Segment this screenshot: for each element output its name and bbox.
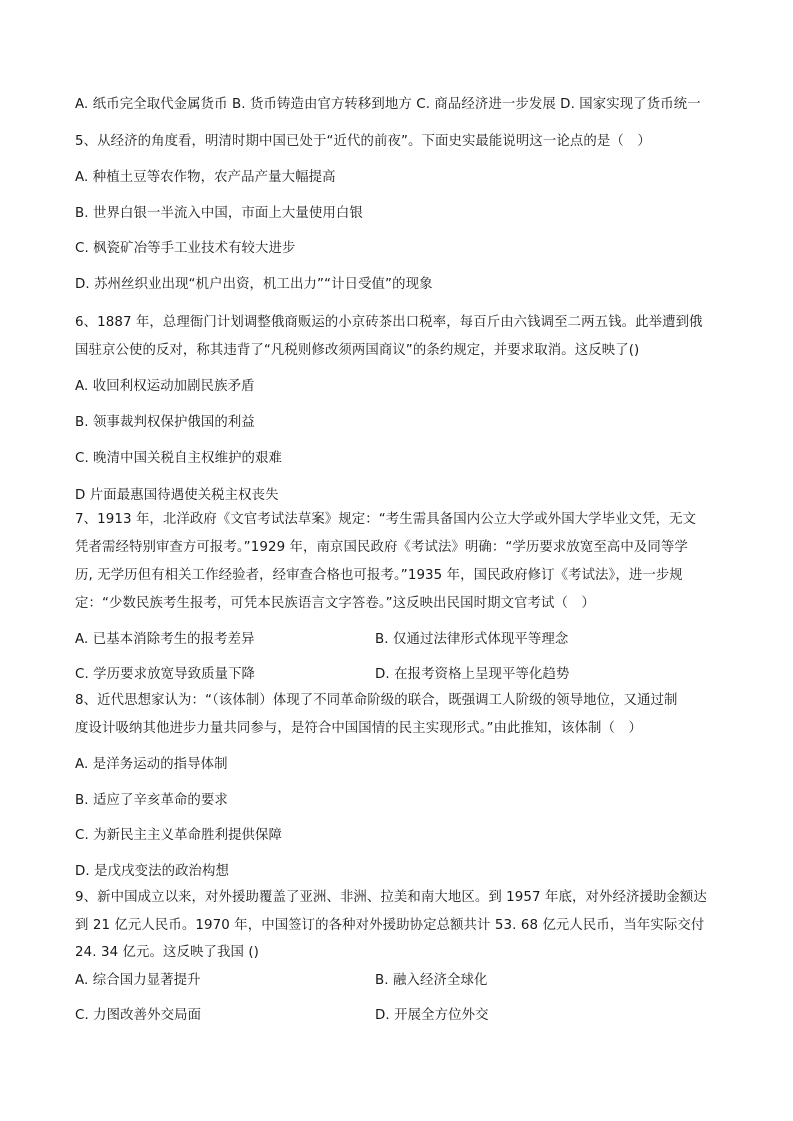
q5-option-b: B. 世界白银一半流入中国，市面上大量使用白银 bbox=[75, 206, 363, 221]
q6-option-a: A. 收回利权运动加剧民族矛盾 bbox=[75, 379, 255, 394]
q7-option-a: A. 已基本消除考生的报考差异 bbox=[75, 632, 255, 647]
q5-option-c: C. 枫瓷矿冶等手工业技术有较大进步 bbox=[75, 241, 296, 256]
q9-option-d: D. 开展全方位外交 bbox=[375, 1008, 489, 1023]
q6-option-b: B. 领事裁判权保护俄国的利益 bbox=[75, 415, 255, 430]
q7-option-d: D. 在报考资格上呈现平等化趋势 bbox=[375, 667, 570, 682]
q9-option-c: C. 力图改善外交局面 bbox=[75, 1008, 202, 1023]
q7-stem-line-3: 历, 无学历但有相关工作经验者，经审查合格也可报考。”1935 年，国民政府修订《考试法》，进一步规 bbox=[75, 568, 683, 583]
q7-stem-line-1: 7、1913 年，北洋政府《文官考试法草案》规定：“考生需具备国内公立大学或外国大学毕业文凭，无文 bbox=[75, 512, 697, 527]
q8-option-b: B. 适应了辛亥革命的要求 bbox=[75, 793, 228, 808]
q5-stem: 5、从经济的角度看，明清时期中国已处于“近代的前夜”。下面史实最能说明这一论点的是（ ） bbox=[75, 134, 651, 149]
q9-option-b: B. 融入经济全球化 bbox=[375, 973, 488, 988]
q6-option-d: D 片面最惠国待遇使关税主权丧失 bbox=[75, 488, 279, 503]
q8-option-c: C. 为新民主主义革命胜利提供保障 bbox=[75, 828, 283, 843]
q7-stem-line-4: 定：“少数民族考生报考，可凭本民族语言文字答卷。”这反映出民国时期文官考试（ ） bbox=[75, 596, 596, 611]
q6-stem-line-1: 6、1887 年，总理衙门计划调整俄商贩运的小京砖茶出口税率，每百斤由六钱调至二两五钱。此举遭到俄 bbox=[75, 315, 703, 330]
q7-stem-line-2: 凭者需经特别审查方可报考。”1929 年，南京国民政府《考试法》明确：“学历要求放宽至高中及同等学 bbox=[75, 540, 688, 555]
q5-option-d: D. 苏州丝织业出现“机户出资，机工出力”“计日受值”的现象 bbox=[75, 277, 433, 292]
q9-stem-line-1: 9、新中国成立以来，对外援助覆盖了亚洲、非洲、拉美和南大地区。到 1957 年底，对外经济援助金额达 bbox=[75, 890, 707, 905]
q7-option-c: C. 学历要求放宽导致质量下降 bbox=[75, 667, 256, 682]
q9-stem-line-2: 到 21 亿元人民币。1970 年，中国签订的各种对外援助协定总额共计 53. 68 亿元人民币，当年实际交付 bbox=[75, 918, 705, 933]
q8-option-d: D. 是戊戌变法的政治构想 bbox=[75, 864, 230, 879]
q6-option-c: C. 晚清中国关税自主权维护的艰难 bbox=[75, 451, 283, 466]
q9-option-a: A. 综合国力显著提升 bbox=[75, 973, 201, 988]
q6-stem-line-2: 国驻京公使的反对，称其违背了“凡税则修改须两国商议”的条约规定，并要求取消。这反映了() bbox=[75, 343, 640, 358]
q7-option-b: B. 仅通过法律形式体现平等理念 bbox=[375, 632, 569, 647]
q5-option-a: A. 种植土豆等农作物，农产品产量大幅提高 bbox=[75, 170, 336, 185]
q9-stem-line-3: 24. 34 亿元。这反映了我国 () bbox=[75, 945, 259, 960]
q8-stem-line-2: 度设计吸纳其他进步力量共同参与，是符合中国国情的民主实现形式。”由此推知，该体制（ ） bbox=[75, 721, 642, 736]
q8-stem-line-1: 8、近代思想家认为：“（该体制）体现了不同革命阶级的联合，既强调工人阶级的领导地位，又通过制 bbox=[75, 693, 678, 708]
q4-options-line: A. 纸币完全取代金属货币 B. 货币铸造由官方转移到地方 C. 商品经济进一步发展 D. 国家实现了货币统一 bbox=[75, 97, 701, 112]
q8-option-a: A. 是洋务运动的指导体制 bbox=[75, 757, 228, 772]
